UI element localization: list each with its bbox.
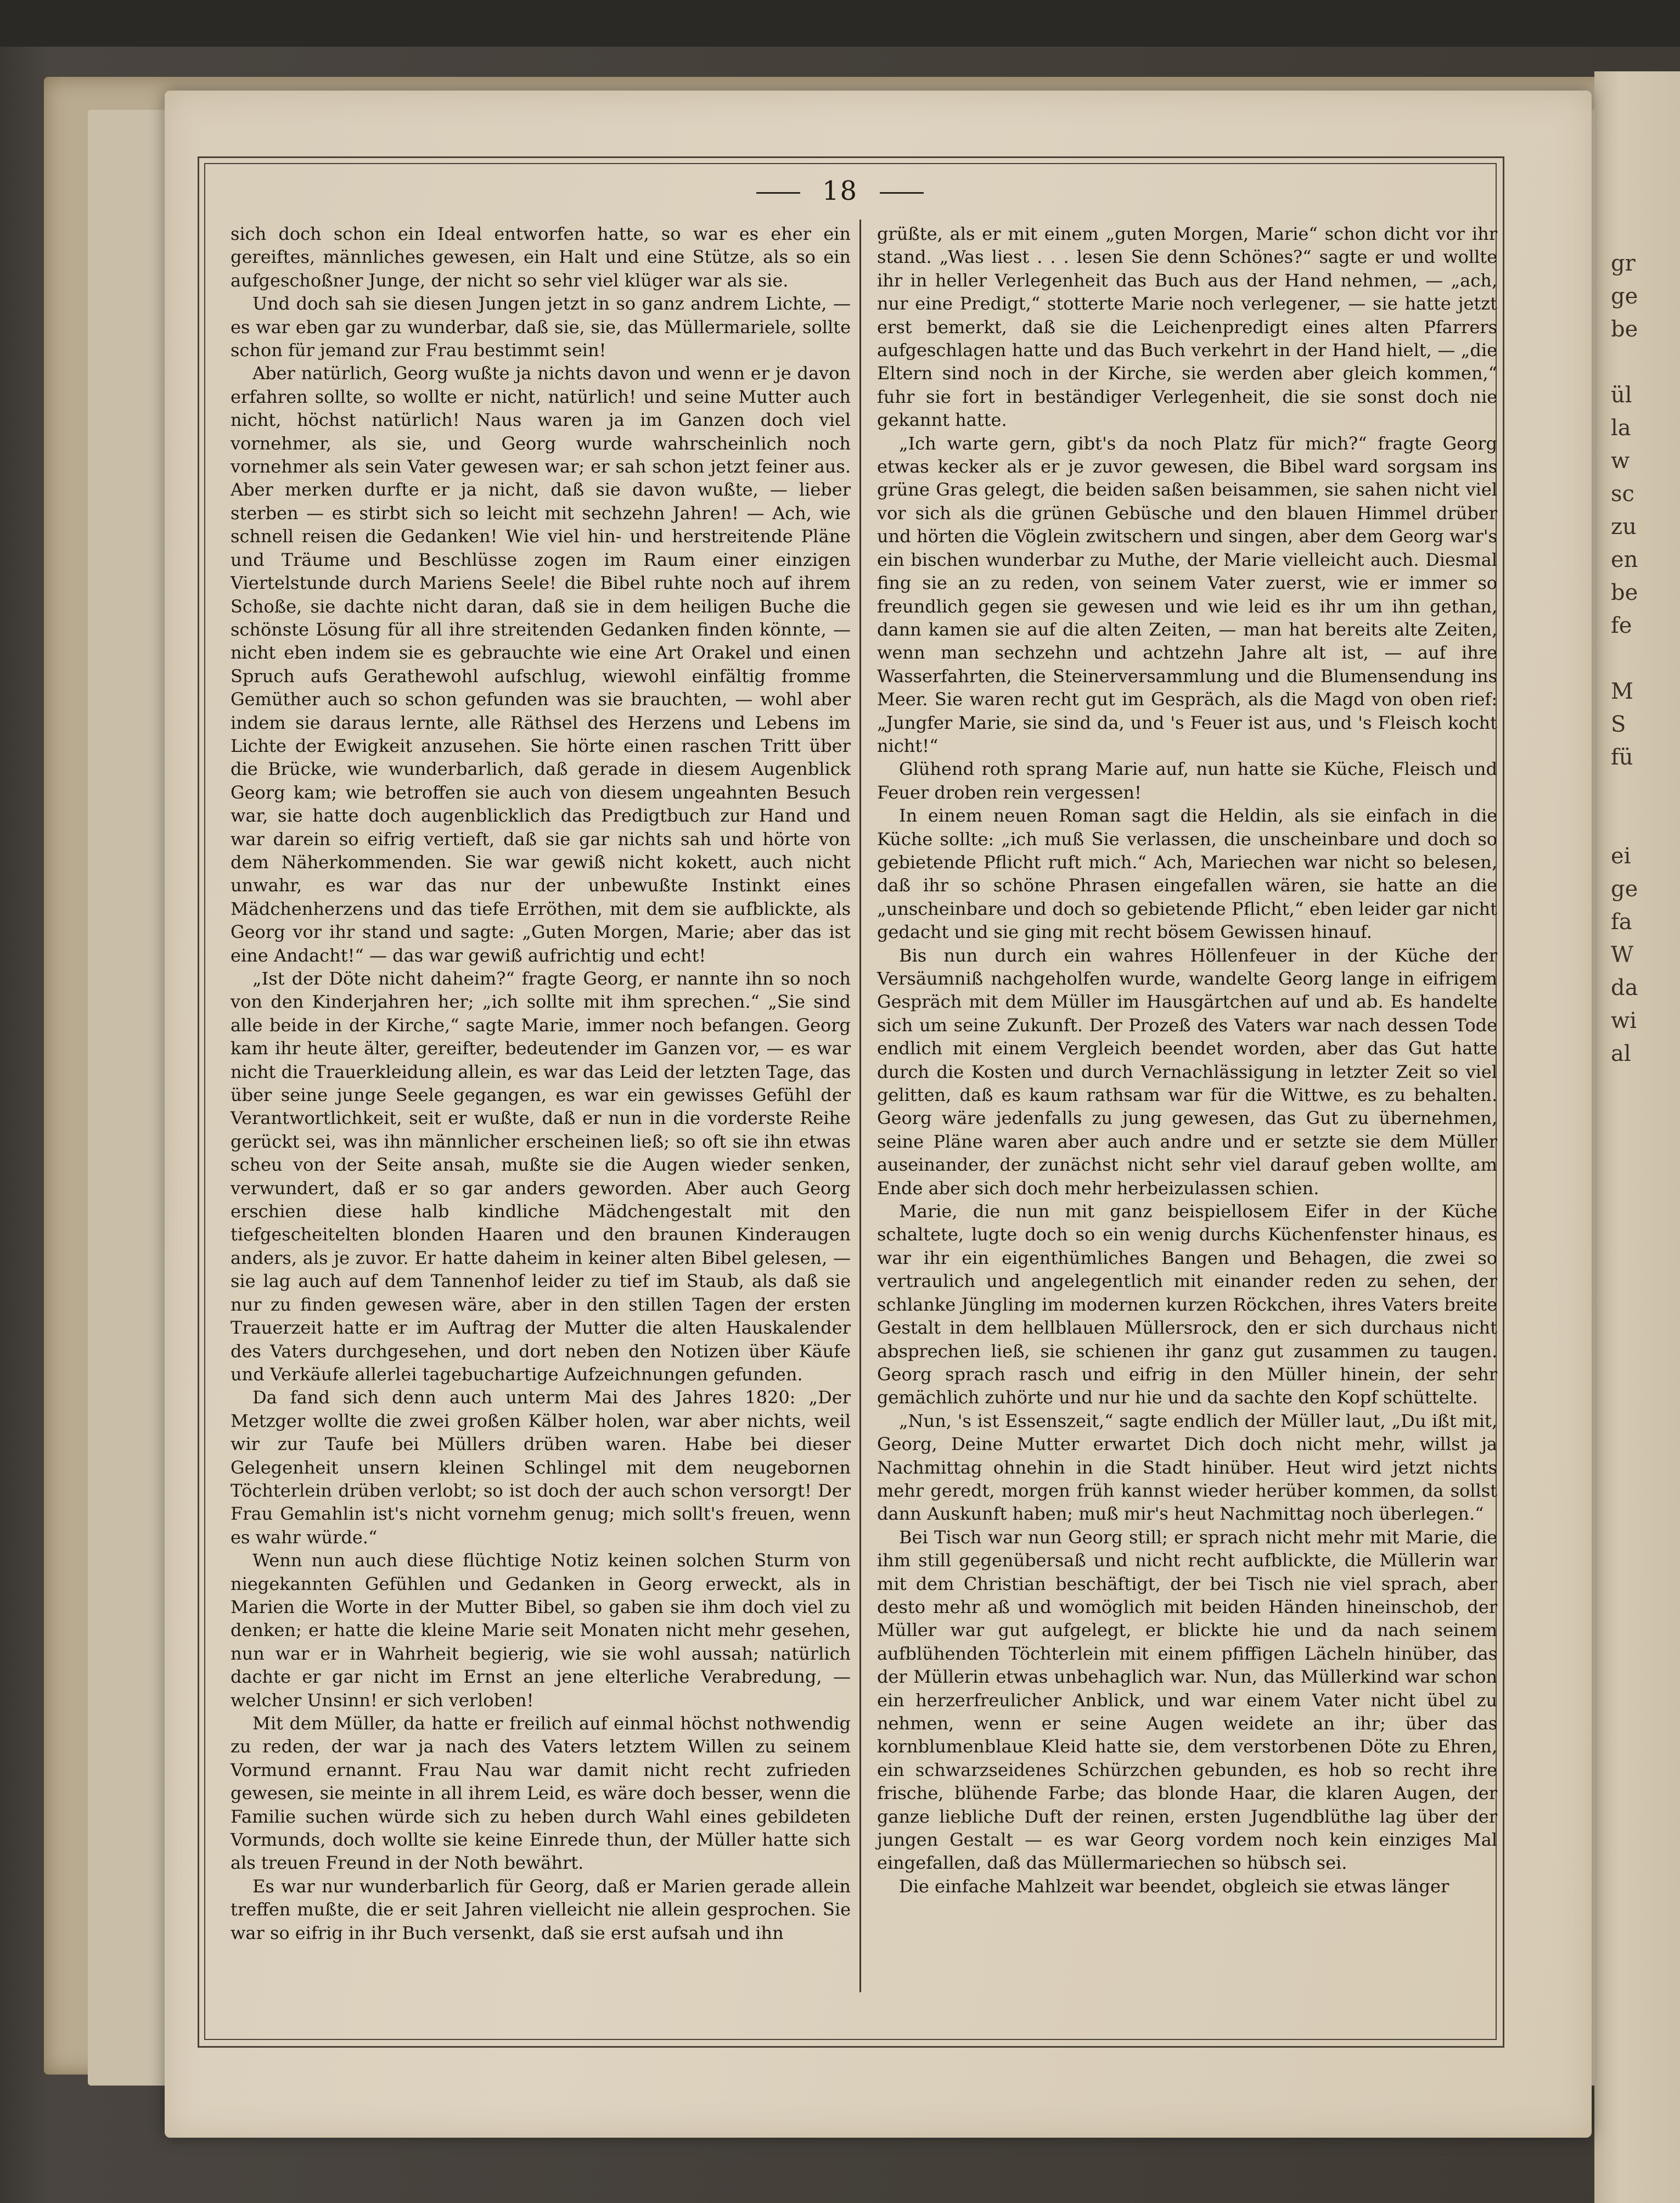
paragraph: Glühend roth sprang Marie auf, nun hatte sie Küche, Fleisch und Feuer droben rein vergessen! <box>877 758 1497 803</box>
paragraph: Bei Tisch war nun Georg still; er sprach nicht mehr mit Marie, die ihm still gegenübersaß und nicht recht aufblickte, die Müllerin war mit dem Christian beschäftigt, der bei Tisch nie viel sprach, aber desto mehr aß und womöglich mit beiden Händen hineinschob, der Müller war gut aufgelegt, er blickte hie und da nach seinem aufblühenden Töchterlein mit einem pfiffigen Lächeln hinüber, das der Müllerin etwas unbehaglich war. Nun, das Müllerkind war schon ein herzerfreulicher Anblick, und war einem Vater nicht übel zu nehmen, wenn er seine Augen weidete an ihr; über das kornblumenblaue Kleid hatte sie, dem verstorbenen Döte zu Ehren, ein schwarzseidenes Schürzchen gebunden, es hob so recht ihre frische, blühende Farbe; das blonde Haar, die klaren Augen, der ganze liebliche Duft der reinen, ersten Jugendblüthe lag über der jungen Gestalt — es war Georg vordem noch kein einziges Mal eingefallen, daß das Müllermariechen so hübsch sei. <box>877 1526 1497 1874</box>
paragraph: Es war nur wunderbarlich für Georg, daß er Marien gerade allein treffen mußte, die er seit Jahren vielleicht nie allein gesprochen. Sie war so eifrig in ihr Buch versenkt, daß sie erst aufsah und ihn <box>231 1875 851 1943</box>
paragraph: grüßte, als er mit einem „guten Morgen, Marie“ schon dicht vor ihr stand. „Was liest . . . lesen Sie denn Schönes?“ sagte er und wollte ihr in heller Verlegenheit das Buch aus der Hand nehmen, — „ach, nur eine Predigt,“ stotterte Marie noch verlegener, — sie hatte jetzt erst bemerkt, daß sie die Leichenpredigt eines alten Pfarrers aufgeschlagen hatte und das Buch verkehrt in der Hand hielt, — „die Eltern sind noch in der Kirche, sie werden aber gleich kommen,“ fuhr sie fort in beständiger Verlegenheit, die sie sonst doch nie gekannt hatte. <box>877 223 1497 431</box>
paragraph: „Ich warte gern, gibt's da noch Platz für mich?“ fragte Georg etwas kecker als er je zuvor gewesen, die Bibel ward sorgsam ins grüne Gras gelegt, die beiden saßen beisammen, sie sahen nicht viel vor sich als die grünen Gebüsche und den blauen Himmel drüber und hörten die Vöglein zwitschern und singen, aber dem Georg war's ein bischen wunderbar zu Muthe, der Marie vielleicht auch. Diesmal fing sie an zu reden, von seinem Vater zuerst, wie er immer so freundlich gegen sie gewesen und wie leid es ihr um ihn gethan, dann kamen sie auf die alten Zeiten, — man hat bereits alte Zeiten, wenn man sechzehn und achtzehn Jahre alt ist, — auf ihre Wasserfahrten, die Steinerversammlung und die Blumensendung ins Meer. Sie waren recht gut im Gespräch, als die Magd von oben rief: „Jungfer Marie, sie sind da, und 's Feuer ist aus, und 's Fleisch kocht nicht!“ <box>877 432 1497 756</box>
adjacent-page-edge <box>1594 71 1680 2203</box>
adjacent-page-fragments: gr ge be ül la w sc zu en be fe M S fü ei ge fa W da wi al <box>1611 251 1638 1066</box>
left-text-column <box>231 222 851 1945</box>
paragraph: Aber natürlich, Georg wußte ja nichts davon und wenn er je davon erfahren sollte, so wollte er nicht, natürlich! und seine Mutter auch nicht, höchst natürlich! Naus waren ja im Ganzen doch viel vornehmer, als sie, und Georg wurde wahrscheinlich noch vornehmer als sein Vater gewesen war; er sah schon jetzt feiner aus. Aber merken durfte er ja nicht, daß sie davon wußte, — lieber sterben — es stirbt sich so leicht mit sechzehn Jahren! — Ach, wie schnell reisen die Gedanken! Wie viel hin- und herstreitende Pläne und Träume und Beschlüsse zogen im Raum einer einzigen Viertelstunde durch Mariens Seele! die Bibel ruhte noch auf ihrem Schoße, sie dachte nicht daran, daß sie in dem heiligen Buche die schönste Lösung für all ihre streitenden Gedanken finden könnte, — nicht eben indem sie es gebrauchte wie eine Art Orakel und einen Spruch aufs Gerathewohl aufschlug, wiewohl einfältig fromme Gemüther auch so schon gefunden was sie brauchten, — wohl aber indem sie daraus lernte, alle Räthsel des Herzens und Lebens im Lichte der Ewigkeit anzusehen. Sie hörte einen raschen Tritt über die Brücke, wie wunderbarlich, daß gerade in diesem Augenblick Georg kam; wie betroffen sie auch von diesem ungeahnten Besuch war, sie hatte doch augenblicklich das Predigtbuch zur Hand und war darein so eifrig vertieft, daß sie gar nichts sah und hörte von dem Näherkommenden. Sie war gewiß nicht kokett, auch nicht unwahr, es war das nur der unbewußte Instinkt eines Mädchenherzens und das tiefe Erröthen, mit dem sie aufblickte, als Georg vor ihr stand und sagte: „Guten Morgen, Marie; aber das ist eine Andacht!“ — das war gewiß aufrichtig und echt! <box>231 363 851 966</box>
right-text-column <box>877 222 1497 1898</box>
paragraph: Da fand sich denn auch unterm Mai des Jahres 1820: „Der Metzger wollte die zwei großen Kälber holen, war aber nichts, weil wir zur Taufe bei Müllers drüben waren. Habe bei dieser Gelegenheit unsern kleinen Schlingel mit dem neugebornen Töchterlein drüben verlobt; so ist doch der auch schon versorgt! Der Frau Gemahlin ist's nicht vornehm genug; mich sollt's freuen, wenn es wahr würde.“ <box>231 1387 851 1548</box>
paragraph: Die einfache Mahlzeit war beendet, obgleich sie etwas länger <box>899 1875 1449 1897</box>
paragraph: „Ist der Döte nicht daheim?“ fragte Georg, er nannte ihn so noch von den Kinderjahren her; „ich sollte mit ihm sprechen.“ „Sie sind alle beide in der Kirche,“ sagte Marie, immer noch befangen. Georg kam ihr heute älter, gereifter, bedeutender im Ganzen vor, — es war nicht die Trauerkleidung allein, es war das Leid der letzten Tage, das über seine junge Seele gegangen, es war ein gewisses Gefühl der Verantwortlichkeit, seit er wußte, daß er nun in die vorderste Reihe gerückt sei, was ihn männlicher erscheinen ließ; so oft sie ihn etwas scheu von der Seite ansah, mußte sie die Augen wieder senken, verwundert, daß er so gar anders geworden. Aber auch Georg erschien diese halb kindliche Mädchengestalt mit den tiefgescheitelten blonden Haaren und den braunen Kinderaugen anders, als je zuvor. Er hatte daheim in keiner alten Bibel gelesen, — sie lag auch auf dem Tannenhof leider zu tief im Staub, als daß sie nur zu finden gewesen wäre, aber in den stillen Tagen der ersten Trauerzeit hatte er im Auftrag der Mutter die alten Hauskalender des Vaters durchgesehen, und dort neben den Notizen über Käufe und Verkäufe allerlei tagebuchartige Aufzeichnungen gefunden. <box>231 968 851 1385</box>
column-divider <box>859 220 861 1992</box>
paragraph: Marie, die nun mit ganz beispiellosem Eifer in der Küche schaltete, lugte doch so ein wenig durchs Küchenfenster hinaus, es war ihr ein eigenthümliches Bangen und Behagen, die zwei so vertraulich und angelegentlich mit einander reden zu sehen, der schlanke Jüngling im modernen kurzen Röckchen, ihres Vaters breite Gestalt in dem hellblauen Müllersrock, den er sich durchaus nicht absprechen ließ, sie schienen ihr ganz gut zusammen zu taugen. Georg sprach rasch und eifrig in den Müller hinein, der sehr gemächlich zuhörte und nur hie und da sachte den Kopf schüttelte. <box>877 1201 1497 1408</box>
paragraph: „Nun, 's ist Essenszeit,“ sagte endlich der Müller laut, „Du ißt mit, Georg, Deine Mutter erwartet Dich doch nicht mehr, willst ja Nachmittag ohnehin in die Stadt hinüber. Heut wird jetzt nichts mehr geredt, morgen früh kannst wieder herüber kommen, da sollst dann Auskunft haben; muß mir's heut Nachmittag noch überlegen.“ <box>877 1410 1497 1525</box>
paragraph: Mit dem Müller, da hatte er freilich auf einmal höchst nothwendig zu reden, der war ja nach des Vaters letztem Willen zu seinem Vormund ernannt. Frau Nau war damit nicht recht zufrieden gewesen, sie meinte in all ihrem Leid, es wäre doch besser, wenn die Familie suchen würde sich zu heben durch Wahl eines gebildeten Vormunds, doch wollte sie keine Einrede thun, der Müller hatte sich als treuen Freund in der Noth bewährt. <box>231 1713 851 1874</box>
paragraph: Bis nun durch ein wahres Höllenfeuer in der Küche der Versäumniß nachgeholfen wurde, wandelte Georg lange in eifrigem Gespräch mit dem Müller im Hausgärtchen auf und ab. Es handelte sich um seine Zukunft. Der Prozeß des Vaters war nach dessen Tode endlich mit einem Vergleich beendet worden, aber das Gut hatte durch die Kosten und durch Vernachlässigung in letzter Zeit so viel gelitten, daß es kaum rathsam war für die Wittwe, es zu behalten. Georg wäre jedenfalls zu jung gewesen, das Gut zu übernehmen, seine Pläne waren aber auch andre und er setzte sie dem Müller auseinander, der zunächst nicht sehr viel darauf geben wollte, am Ende aber sich doch mehr herbeizulassen schien. <box>877 945 1497 1199</box>
page-number: 18 <box>0 176 1680 206</box>
paragraph: Wenn nun auch diese flüchtige Notiz keinen solchen Sturm von niegekannten Gefühlen und Gedanken in Georg erweckt, als in Marien die Worte in der Mutter Bibel, so gaben sie ihm doch viel zu denken; er hatte die kleine Marie seit Monaten nicht mehr gesehen, nun war er in Wahrheit begierig, wie sie wohl aussah; natürlich dachte er gar nicht im Ernst an jene elterliche Verabredung, — welcher Unsinn! er sich verloben! <box>231 1550 851 1711</box>
paragraph: Und doch sah sie diesen Jungen jetzt in so ganz andrem Lichte, — es war eben gar zu wunderbar, daß sie, sie, das Müllermariele, sollte schon für jemand zur Frau bestimmt sein! <box>231 293 851 361</box>
paragraph: sich doch schon ein Ideal entworfen hatte, so war es eher ein gereiftes, männliches gewesen, ein Halt und eine Stütze, als so ein aufgeschoßner Junge, der nicht so sehr viel klüger war als sie. <box>231 223 851 291</box>
paragraph: In einem neuen Roman sagt die Heldin, als sie einfach in die Küche sollte: „ich muß Sie verlassen, die unscheinbare und doch so gebietende Pflicht ruft mich.“ Ach, Mariechen war nicht so belesen, daß ihr so schöne Phrasen eingefallen wären, sie hatte an die „unscheinbare und doch so gebietende Pflicht,“ eben leider gar nicht gedacht und sie ging mit recht bösem Gewissen hinauf. <box>877 805 1497 943</box>
